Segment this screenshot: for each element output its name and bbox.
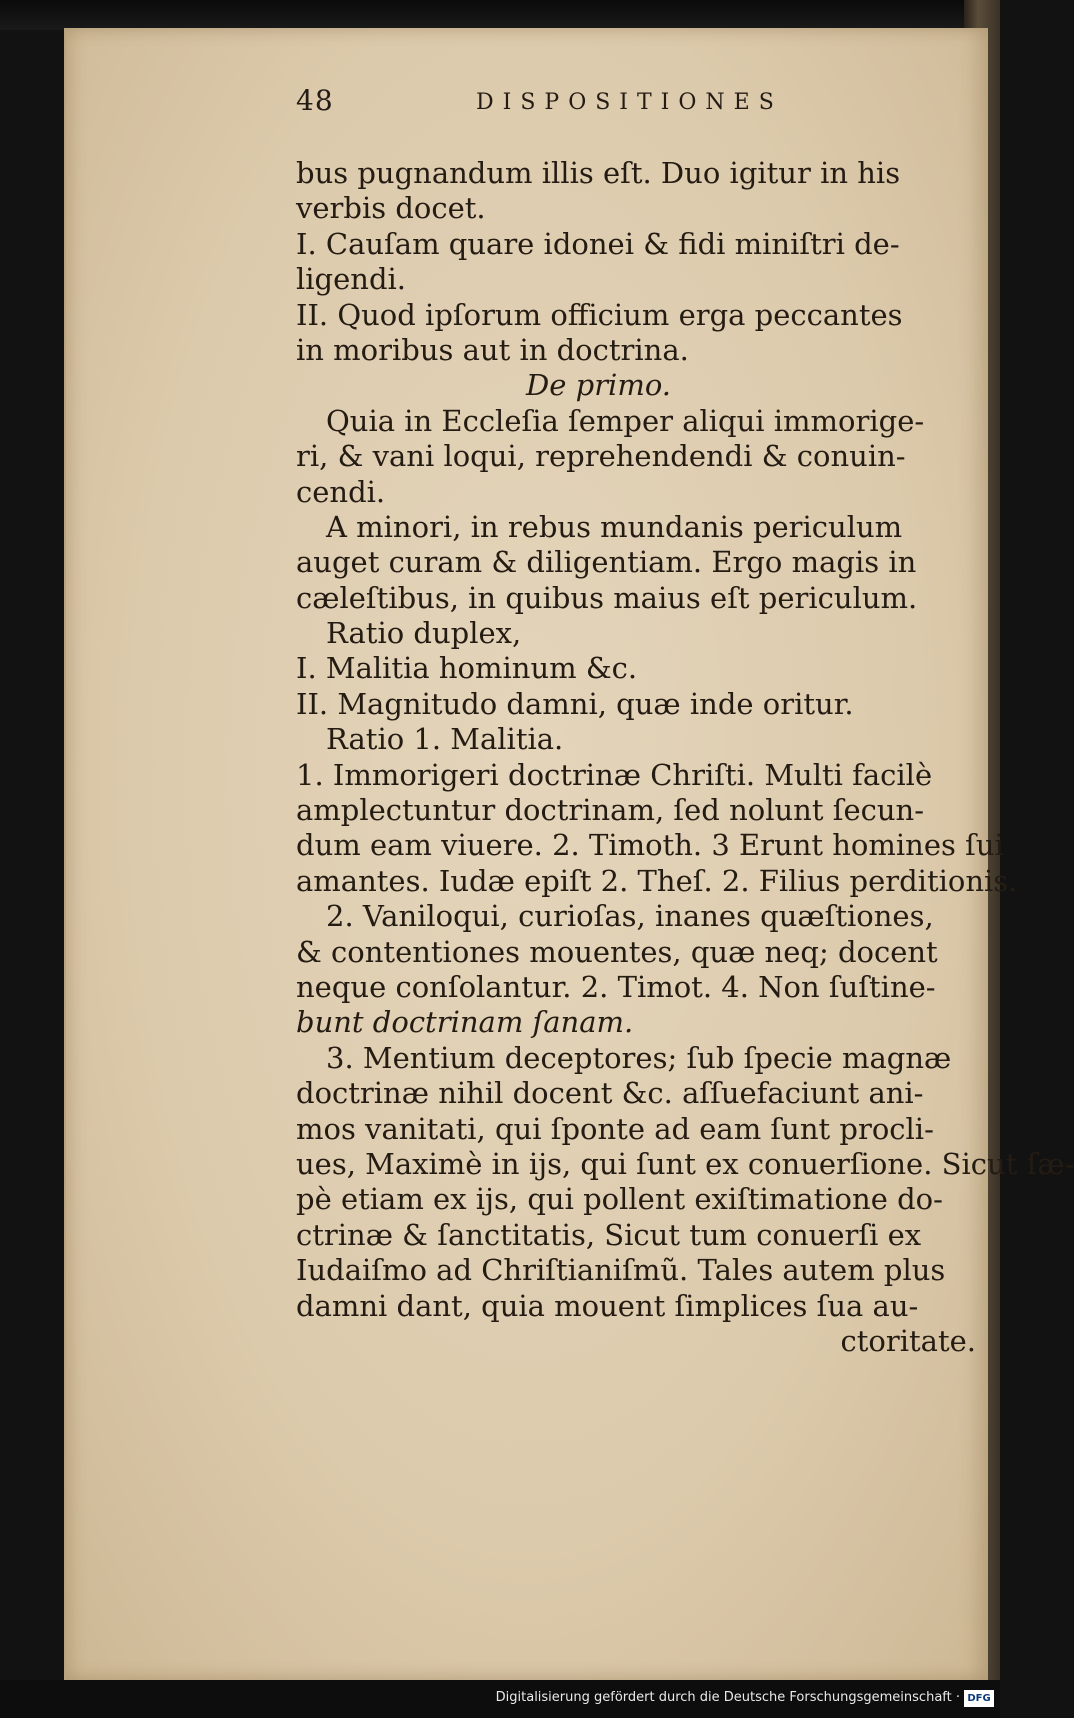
text-line: pè etiam ex ijs, qui pollent exiſtimatione do-	[296, 1182, 943, 1217]
text-line: 2. Vaniloqui, curioſas, inanes quæſtiones,	[326, 899, 934, 934]
text-line: neque conſolantur. 2. Timot. 4. Non ſuſtine-	[296, 969, 936, 1004]
text-line: & contentiones mouentes, quæ neq; docent	[296, 934, 938, 969]
page-number: 48	[296, 84, 334, 117]
text-line: 1. Immorigeri doctrinæ Chriſti. Multi facilè	[296, 757, 933, 792]
text-line: auget curam & diligentiam. Ergo magis in	[296, 545, 917, 580]
scan-top-shadow	[0, 0, 1000, 30]
text-line: amplectuntur doctrinam, ſed nolunt ſecun-	[296, 793, 925, 828]
text-line: bunt doctrinam ſanam.	[296, 1005, 634, 1040]
text-line: in moribus aut in doctrina.	[296, 332, 689, 367]
text-line: ligendi.	[296, 262, 407, 297]
text-line: amantes. Iudæ epiſt 2. Theſ. 2. Filius perditionis.	[296, 863, 1018, 898]
text-line: Iudaiſmo ad Chriſtianiſmũ. Tales autem plus	[296, 1253, 946, 1288]
text-line: verbis docet.	[296, 191, 486, 226]
text-line: ues, Maximè in ijs, qui ſunt ex conuerſione. Sicut ſæ-	[296, 1146, 1074, 1181]
text-line: A minori, in rebus mundanis periculum	[326, 509, 903, 544]
footer-bar	[0, 1680, 1000, 1718]
funding-note: Digitalisierung gefördert durch die Deutsche Forschungsgemeinschaft ·	[495, 1690, 960, 1705]
book-page	[64, 28, 1074, 1680]
text-line: cendi.	[296, 474, 386, 509]
text-line: ri, & vani loqui, reprehendendi & conuin-	[296, 439, 906, 474]
text-line: I. Malitia hominum &c.	[296, 651, 638, 686]
running-head: DISPOSITIONES	[476, 90, 783, 115]
text-line: ctoritate.	[840, 1323, 976, 1358]
dfg-logo: DFG	[964, 1690, 994, 1707]
text-line: mos vanitati, qui ſponte ad eam ſunt procli-	[296, 1111, 934, 1146]
text-line: 3. Mentium deceptores; ſub ſpecie magnæ	[326, 1040, 952, 1075]
text-line: Ratio 1. Malitia.	[326, 722, 564, 757]
text-line: doctrinæ nihil docent &c. aſſuefaciunt ani-	[296, 1076, 924, 1111]
page-header	[296, 84, 956, 124]
text-line: ctrinæ & ſanctitatis, Sicut tum conuerſi ex	[296, 1217, 922, 1252]
text-line: damni dant, quia mouent ſimplices ſua au-	[296, 1288, 919, 1323]
text-line: II. Quod ipſorum officium erga peccantes	[296, 297, 903, 332]
text-line: De primo.	[526, 368, 671, 403]
text-line: II. Magnitudo damni, quæ inde oritur.	[296, 686, 854, 721]
text-line: bus pugnandum illis eſt. Duo igitur in his	[296, 156, 901, 190]
text-line: dum eam viuere. 2. Timoth. 3 Erunt homines ſui	[296, 828, 1004, 863]
text-line: cæleſtibus, in quibus maius eſt periculum.	[296, 580, 918, 615]
text-line: I. Cauſam quare idonei & fidi miniſtri de-	[296, 226, 900, 261]
text-line: Ratio duplex,	[326, 616, 522, 651]
text-line: Quia in Eccleſia ſemper aliqui immorige-	[326, 403, 925, 438]
body-text	[296, 156, 1074, 1359]
